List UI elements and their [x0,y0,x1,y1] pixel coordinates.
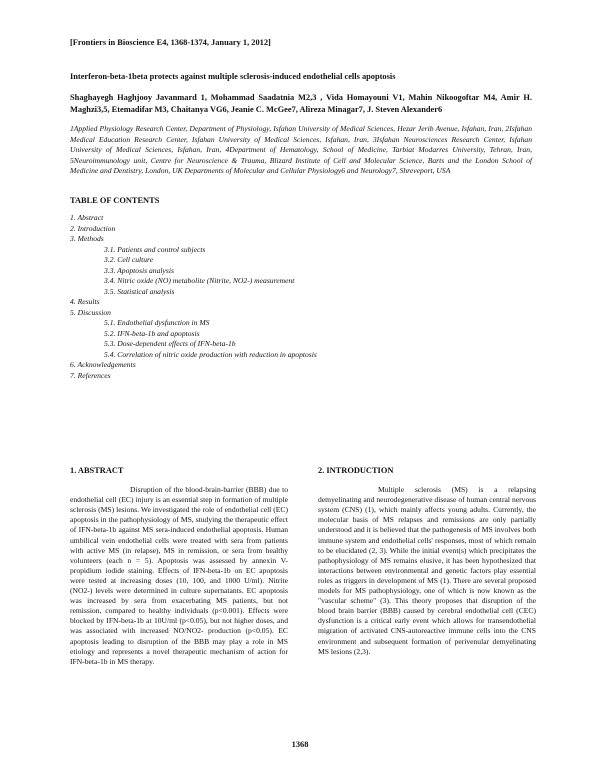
toc-item: 7. References [70,370,111,380]
toc-heading: TABLE OF CONTENTS [70,196,160,205]
toc-item: 1. Abstract [70,213,104,222]
toc-item: 6. Acknowledgements [70,360,136,369]
toc-item: 3.5. Statistical analysis [104,286,175,296]
toc-item: 3.3. Apoptosis analysis [104,265,174,275]
abstract-column [70,466,288,667]
toc-item: 5.3. Dose-dependent effects of IFN-beta-1b [104,339,236,348]
author-list: Shaghayegh Haghjooy Javanmard 1, Mohammad Saadatnia M2,3 , Vida Homayouni V1, Mahin Nikoogoftar M4, Amir H. Maghzi3,5, Etemadifar M3, Chaitanya VG6, Jeanie C. McGee7, Alireza Minagar7, J. Steven Alexander6 [70,93,532,114]
toc-item: 3. Methods [70,234,104,243]
toc-item: 5.4. Correlation of nitric oxide production with reduction in apoptosis [104,349,317,359]
affiliations: 1Applied Physiology Research Center, Department of Physiology, Isfahan University of Medical Sciences, Hezar Jerib Avenue, Isfahan, Iran, 2Isfahan Medical Education Research Center, Isfahan University of Medical Sciences, Isfahan, Iran, 3Isfahan Neurosciences Research Center, Isfahan University of Medical Sciences, Isfahan, Iran, 4Department of Hematology, School of Medicine, Tarbiat Modarres University, Tehran, Iran, 5Neuroimmunology unit, Centre for Neuroscience & Trauma, Blizard Institute of Cell and Molecular Science, Barts and the London School of Medicine and Dentistry, London, UK Departments of Molecular and Cellular Physiology6 and Neurology7, Shreveport, USA [70,124,532,176]
table-of-contents [70,213,540,381]
paper-title: Interferon-beta-1beta protects against multiple sclerosis-induced endothelial cells apoptosis [70,72,396,81]
toc-item: 3.4. Nitric oxide (NO) metabolite (Nitrite, NO2-) measurement [104,276,295,285]
toc-item: 5.2. IFN-beta-1b and apoptosis [104,328,200,338]
toc-item: 2. Introduction [70,223,116,233]
toc-item: 5. Discussion [70,307,111,317]
journal-citation: [Frontiers in Bioscience E4, 1368-1374, January 1, 2012] [70,38,271,47]
toc-item: 4. Results [70,297,100,306]
abstract-body: Disruption of the blood-brain-barrier (BBB) due to endothelial cell (EC) injury is an essential step in formation of multiple sclerosis (MS) lesions. We investigated the role of endothelial cell (EC) apoptosis in the pathophysiology of MS, studying the therapeutic effect of IFN-beta-1b against MS sera-induced endothelial apoptosis. Human umbilical vein endothelial cells were treated with sera from patients with active MS (in relapse), MS in remission, or sera from healthy volunteers (each n = 5). Apoptosis was assessed by annexin V-propidium iodide staining. Effects of IFN-beta-1b on EC apoptosis were tested at increasing doses (10, 100, and 1000 U/ml). Nitrite (NO2-) levels were determined in culture supernatants. EC apoptosis was increased by sera from exacerbating MS patients, but not remission, compared to healthy individuals (p<0.001). Effects were blocked by IFN-beta-1b at 10U/ml (p<0.05), but not higher doses, and was associated with increased NO/NO2- production (p<0.05). EC apoptosis leading to disruption of the BBB may play a role in MS etiology and represents a novel therapeutic mechanism of action for IFN-beta-1b in MS therapy. [70,485,288,666]
toc-item: 3.1. Patients and control subjects [104,244,206,254]
abstract-heading: 1. ABSTRACT [70,466,124,475]
introduction-body: Multiple sclerosis (MS) is a relapsing demyelinating and neurodegenerative disease of human central nervous system (CNS) (1), which mainly affects young adults. Currently, the molecular basis of MS relapses and remissions are only partially understood and it is believed that the pathogenesis of MS involves both immune system and endothelial cells' responses, most of which remain to be elucidated (2, 3). While the initial event(s) which precipitates the pathophysiology of MS remains elusive, it has been hypothesized that interactions between environmental and genetic factors play essential roles as triggers in development of MS (1). There are several proposed models for MS pathophysiology, one of which is now known as the "vascular scheme" (3). This theory proposes that disruption of the blood brain barrier (BBB) caused by cerebral endothelial cell (CEC) dysfunction is a critical early event which allows for transendothelial migration of activated CNS-autoreactive immune cells into the CNS environment and subsequent formation of perivenular demyelinating MS lesions (2,3). [318,485,536,656]
page-number: 1368 [291,740,309,749]
introduction-heading: 2. INTRODUCTION [318,466,394,475]
introduction-column [318,466,536,657]
toc-item: 5.1. Endothelial dysfunction in MS [104,318,210,327]
toc-item: 3.2. Cell culture [104,255,154,264]
